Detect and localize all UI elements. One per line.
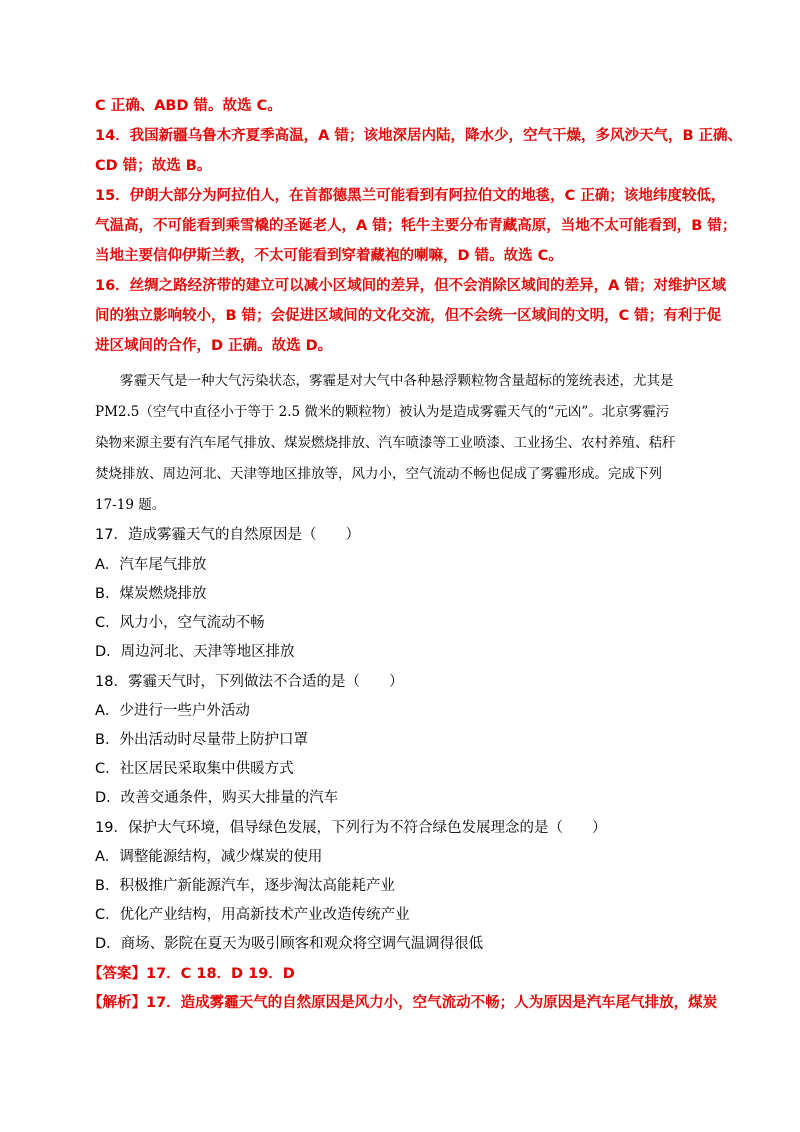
answer-line: 14．我国新疆乌鲁木齐夏季高温，A 错；该地深居内陆，降水少，空气干燥，多风沙天气，B 正确、 — [95, 128, 743, 144]
answer-line: 当地主要信仰伊斯兰教，不太可能看到穿着藏袍的喇嘛，D 错。故选 C。 — [95, 248, 563, 264]
analysis-row — [88, 993, 717, 1013]
answer-line: 进区域间的合作，D 正确。故选 D。 — [95, 338, 333, 354]
answer-row — [88, 964, 295, 984]
option-a: A．调整能源结构，减少煤炭的使用 — [95, 849, 323, 865]
question-18: 18．雾霾天气时，下列做法不合适的是（ ） — [95, 674, 404, 690]
answer-line: CD 错；故选 B。 — [95, 158, 212, 174]
option-a: A．汽车尾气排放 — [95, 557, 207, 573]
answer-line: 间的独立影响较小，B 错；会促进区域间的文化交流，但不会统一区域间的文明，C 错；有利于促 — [95, 308, 722, 324]
option-c: C．风力小，空气流动不畅 — [95, 615, 265, 631]
option-d: D．周边河北、天津等地区排放 — [95, 644, 295, 660]
answer-line: 15．伊朗大部分为阿拉伯人，在首都德黑兰可能看到有阿拉伯文的地毯，C 正确；该地纬度较低， — [95, 188, 726, 204]
answer-text: 17．C 18．D 19．D — [146, 966, 295, 982]
passage-line: PM2.5（空气中直径小于等于 2.5 微米的颗粒物）被认为是造成雾霾天气的“元凶”。北京雾霾污 — [95, 404, 670, 420]
question-17: 17．造成雾霾天气的自然原因是（ ） — [95, 527, 360, 543]
option-d: D．商场、影院在夏天为吸引顾客和观众将空调气温调得很低 — [95, 936, 484, 952]
passage-line: 17-19 题。 — [95, 497, 166, 513]
answer-line: 气温高，不可能看到乘雪橇的圣诞老人，A 错；牦牛主要分布青藏高原，当地不太可能看到，B 错； — [95, 218, 737, 234]
passage-line: 雾霾天气是一种大气污染状态，雾霾是对大气中各种悬浮颗粒物含量超标的笼统表述，尤其是 — [120, 373, 674, 389]
passage-line: 焚烧排放、周边河北、天津等地区排放等，风力小，空气流动不畅也促成了雾霾形成。完成下列 — [95, 466, 662, 482]
option-d: D．改善交通条件，购买大排量的汽车 — [95, 790, 339, 806]
analysis-tag: 【解析】 — [88, 995, 146, 1011]
option-b: B．外出活动时尽量带上防护口罩 — [95, 732, 308, 748]
question-19: 19．保护大气环境，倡导绿色发展，下列行为不符合绿色发展理念的是（ ） — [95, 820, 607, 836]
option-c: C．优化产业结构，用高新技术产业改造传统产业 — [95, 907, 410, 923]
option-a: A．少进行一些户外活动 — [95, 703, 250, 719]
option-b: B．积极推广新能源汽车，逐步淘汰高能耗产业 — [95, 878, 395, 894]
analysis-text: 17．造成雾霾天气的自然原因是风力小，空气流动不畅；人为原因是汽车尾气排放，煤炭 — [146, 995, 718, 1011]
answer-line: 16．丝绸之路经济带的建立可以减小区域间的差异，但不会消除区域间的差异，A 错；对维护区域 — [95, 278, 726, 294]
answer-tag: 【答案】 — [88, 966, 146, 982]
answer-line: C 正确、ABD 错。故选 C。 — [95, 98, 282, 114]
option-b: B．煤炭燃烧排放 — [95, 586, 207, 602]
passage-line: 染物来源主要有汽车尾气排放、煤炭燃烧排放、汽车喷漆等工业喷漆、工业扬尘、农村养殖、秸秆 — [95, 435, 676, 451]
option-c: C．社区居民采取集中供暖方式 — [95, 761, 294, 777]
